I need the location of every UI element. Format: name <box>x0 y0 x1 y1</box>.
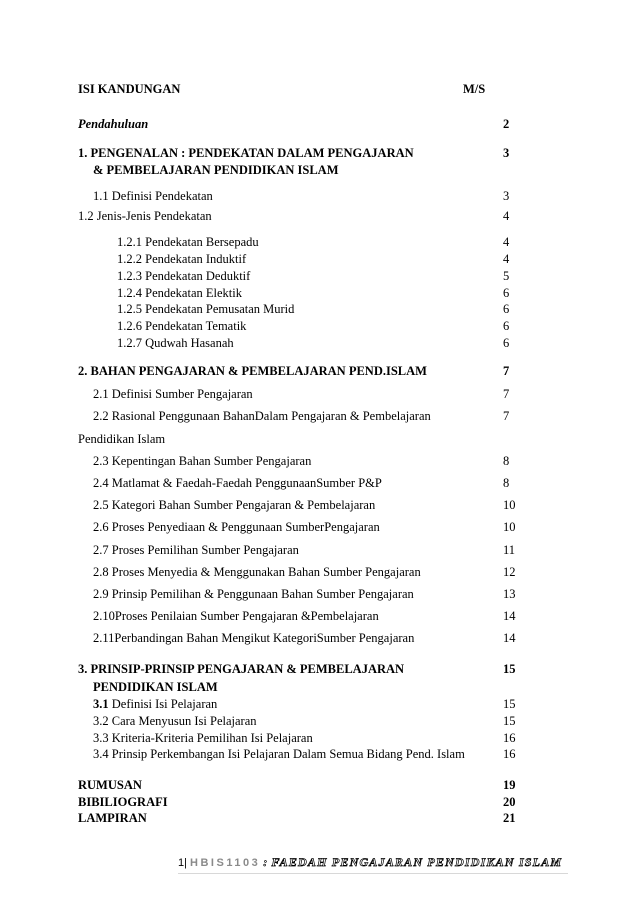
toc-entry-page: 7 <box>503 387 510 401</box>
footer-title: FAEDAH PENGAJARAN PENDIDIKAN ISLAM <box>271 855 563 869</box>
toc-entry-page: 6 <box>503 336 510 350</box>
toc-entry-page: 8 <box>503 454 510 468</box>
toc-entry-text: 2.10Proses Penilaian Sumber Pengajaran &Pembelajaran <box>93 609 379 623</box>
toc-entry-text: 2.5 Kategori Bahan Sumber Pengajaran & Pembelajaran <box>93 498 376 512</box>
toc-entry-page: 15 <box>503 714 516 728</box>
footer-divider <box>178 873 568 874</box>
toc-entry-text: 1.2.5 Pendekatan Pemusatan Murid <box>117 302 295 316</box>
toc-entry-text: 1.2.3 Pendekatan Deduktif <box>117 269 251 283</box>
toc-entry-text: 2.7 Proses Pemilihan Sumber Pengajaran <box>93 543 299 557</box>
toc-entry-page: 16 <box>503 747 516 761</box>
toc-entry-text: 2. BAHAN PENGAJARAN & PEMBELAJARAN PEND.ISLAM <box>78 364 427 378</box>
toc-entry-text: 2.11Perbandingan Bahan Mengikut KategoriSumber Pengajaran <box>93 631 415 645</box>
toc-entry-text: 2.9 Prinsip Pemilihan & Penggunaan Bahan Sumber Pengajaran <box>93 587 414 601</box>
toc-entry-page: 6 <box>503 319 510 333</box>
toc-entry-text: 1.2.7 Qudwah Hasanah <box>117 336 234 350</box>
toc-entry-text: 2.2 Rasional Penggunaan BahanDalam Pengajaran & Pembelajaran <box>93 409 431 423</box>
toc-entry-text: 1.2 Jenis-Jenis Pendekatan <box>78 209 212 223</box>
toc-entry-text: 2.1 Definisi Sumber Pengajaran <box>93 387 253 401</box>
toc-entry-page: 14 <box>503 609 516 623</box>
toc-entry-text: 3.1 Definisi Isi Pelajaran <box>93 697 218 711</box>
toc-entry-text: 1.2.1 Pendekatan Bersepadu <box>117 235 259 249</box>
toc-entry-page: 10 <box>503 498 516 512</box>
toc-entry-page: 6 <box>503 302 510 316</box>
toc-entry-page: 5 <box>503 269 510 283</box>
toc-entry-text: PENDIDIKAN ISLAM <box>93 680 218 694</box>
page-column-label: M/S <box>463 82 486 96</box>
toc-entry-text: 1.2.2 Pendekatan Induktif <box>117 252 247 266</box>
toc-entry-text: 2.6 Proses Penyediaan & Penggunaan SumberPengajaran <box>93 520 380 534</box>
toc-entry-page: 11 <box>503 543 516 557</box>
toc-heading: ISI KANDUNGAN <box>78 82 181 96</box>
toc-entry-text: 3.3 Kriteria-Kriteria Pemilihan Isi Pelajaran <box>93 731 313 745</box>
toc-entry-text: 3.4 Prinsip Perkembangan Isi Pelajaran Dalam Semua Bidang Pend. Islam <box>93 747 465 761</box>
toc-entry-page: 21 <box>503 811 516 825</box>
toc-entry-text: LAMPIRAN <box>78 811 147 825</box>
toc-entry-text: 3.2 Cara Menyusun Isi Pelajaran <box>93 714 257 728</box>
toc-entry-text: 2.4 Matlamat & Faedah-Faedah PenggunaanSumber P&P <box>93 476 382 490</box>
toc-entry-page: 19 <box>503 778 516 792</box>
toc-entry-page: 14 <box>503 631 516 645</box>
toc-entry-page: 15 <box>503 697 516 711</box>
toc-entry-page: 4 <box>503 235 510 249</box>
toc-entry-text: 1.2.4 Pendekatan Elektik <box>117 286 242 300</box>
toc-entry-page: 6 <box>503 286 510 300</box>
page-footer <box>178 855 562 870</box>
toc-entry-page: 10 <box>503 520 516 534</box>
toc-entry-text: RUMUSAN <box>78 778 142 792</box>
toc-entry-text: 3. PRINSIP-PRINSIP PENGAJARAN & PEMBELAJARAN <box>78 662 405 676</box>
toc-entry-text: 1.2.6 Pendekatan Tematik <box>117 319 247 333</box>
toc-entry-text: 1.1 Definisi Pendekatan <box>93 189 213 203</box>
toc-entry-text: & PEMBELAJARAN PENDIDIKAN ISLAM <box>93 163 339 177</box>
toc-entry-text: Pendidikan Islam <box>78 432 166 446</box>
toc-entry-page: 16 <box>503 731 516 745</box>
toc-entry-page: 3 <box>503 146 510 160</box>
toc-entry-page: 20 <box>503 795 516 809</box>
footer-separator: : <box>263 855 269 869</box>
toc-entry-page: 2 <box>503 117 510 131</box>
toc-entry-page: 4 <box>503 252 510 266</box>
toc-entry-text: 2.8 Proses Menyedia & Menggunakan Bahan Sumber Pengajaran <box>93 565 421 579</box>
toc-entry-page: 13 <box>503 587 516 601</box>
toc-entry-page: 12 <box>503 565 516 579</box>
toc-entry-page: 7 <box>503 364 510 378</box>
footer-page-number: 1| <box>178 857 187 869</box>
toc-entry-page: 8 <box>503 476 510 490</box>
toc-entry-text: 2.3 Kepentingan Bahan Sumber Pengajaran <box>93 454 312 468</box>
footer-course-code: HBIS1103 <box>190 857 261 869</box>
toc-entry-text: Pendahuluan <box>78 117 149 131</box>
toc-entry-page: 7 <box>503 409 510 423</box>
toc-entry-page: 15 <box>503 662 516 676</box>
toc-entry-page: 4 <box>503 209 510 223</box>
toc-entry-text: 1. PENGENALAN : PENDEKATAN DALAM PENGAJARAN <box>78 146 414 160</box>
toc-entry-page: 3 <box>503 189 510 203</box>
toc-entry-text: BIBILIOGRAFI <box>78 795 168 809</box>
